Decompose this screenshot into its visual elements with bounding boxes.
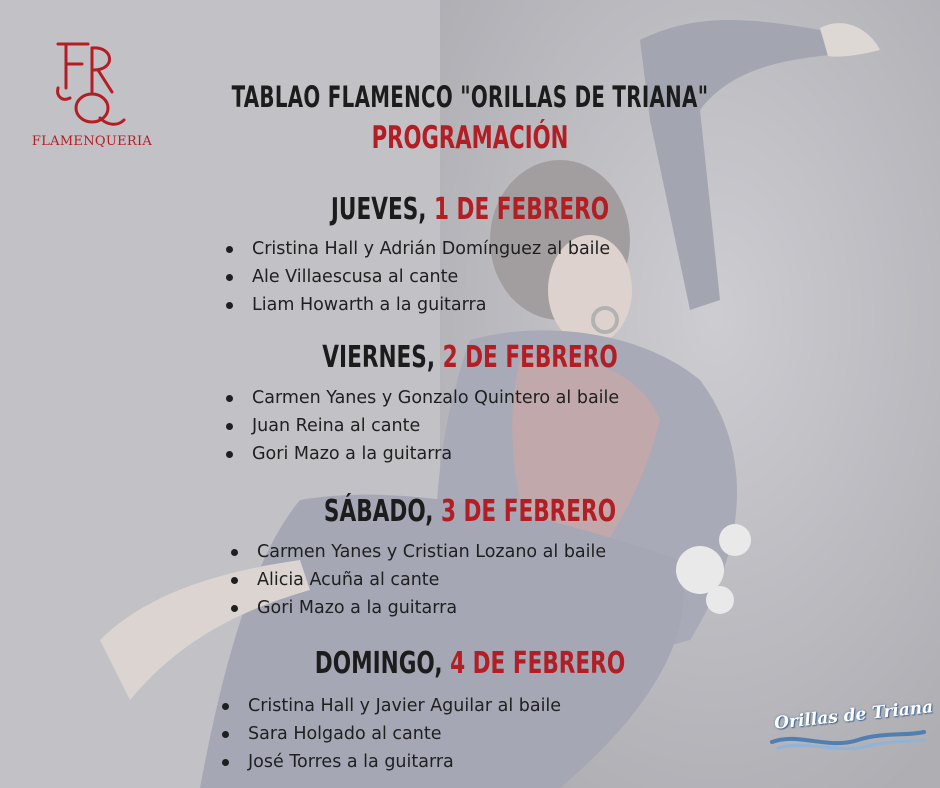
list-item bbox=[226, 412, 619, 440]
list-item bbox=[231, 538, 606, 566]
list-item bbox=[226, 263, 610, 291]
day-name: SÁBADO, bbox=[323, 494, 434, 529]
bullet-icon bbox=[226, 451, 233, 458]
bullet-icon bbox=[226, 302, 233, 309]
day-friday bbox=[180, 340, 760, 376]
day-thursday bbox=[180, 192, 760, 228]
act-text: Gori Mazo a la guitarra bbox=[257, 598, 458, 618]
list-item bbox=[222, 748, 561, 776]
list-item bbox=[231, 566, 606, 594]
brand-wordmark: Orillas de Triana bbox=[773, 697, 935, 734]
bullet-icon bbox=[226, 423, 233, 430]
flamenqueria-logo bbox=[22, 36, 162, 156]
bullet-icon bbox=[222, 759, 229, 766]
act-list-sunday bbox=[222, 692, 561, 776]
page-subtitle: PROGRAMACIÓN bbox=[371, 120, 569, 156]
bullet-icon bbox=[226, 274, 233, 281]
bullet-icon bbox=[231, 605, 238, 612]
act-list-saturday bbox=[231, 538, 606, 622]
act-text: José Torres a la guitarra bbox=[248, 752, 454, 772]
act-text: Alicia Acuña al cante bbox=[257, 570, 440, 590]
list-item bbox=[226, 291, 610, 319]
wave-icon bbox=[768, 728, 928, 754]
act-text: Liam Howarth a la guitarra bbox=[252, 295, 487, 315]
act-text: Carmen Yanes y Gonzalo Quintero al baile bbox=[252, 388, 620, 408]
list-item bbox=[226, 384, 619, 412]
day-heading bbox=[261, 646, 679, 682]
list-item bbox=[222, 720, 561, 748]
act-text: Cristina Hall y Javier Aguilar al baile bbox=[248, 696, 562, 716]
act-text: Juan Reina al cante bbox=[252, 416, 421, 436]
logo-wordmark: FLAMENQUERIA bbox=[31, 134, 153, 149]
act-list-friday bbox=[226, 384, 619, 468]
day-date: 2 DE FEBRERO bbox=[442, 340, 618, 375]
act-text: Sara Holgado al cante bbox=[248, 724, 442, 744]
act-text: Gori Mazo a la guitarra bbox=[252, 444, 453, 464]
act-text: Cristina Hall y Adrián Domínguez al baile bbox=[252, 239, 611, 259]
act-text: Carmen Yanes y Cristian Lozano al baile bbox=[257, 542, 607, 562]
page-title: TABLAO FLAMENCO "ORILLAS DE TRIANA" bbox=[231, 80, 709, 114]
act-list-thursday bbox=[226, 235, 610, 319]
list-item bbox=[226, 440, 619, 468]
bullet-icon bbox=[231, 549, 238, 556]
bullet-icon bbox=[226, 246, 233, 253]
list-item bbox=[231, 594, 606, 622]
frq-monogram-icon bbox=[52, 36, 132, 128]
day-date: 3 DE FEBRERO bbox=[440, 494, 617, 529]
bullet-icon bbox=[222, 731, 229, 738]
day-date: 4 DE FEBRERO bbox=[450, 646, 626, 681]
act-text: Ale Villaescusa al cante bbox=[252, 267, 459, 287]
bullet-icon bbox=[226, 395, 233, 402]
bullet-icon bbox=[222, 703, 229, 710]
day-heading bbox=[261, 192, 679, 228]
day-saturday bbox=[180, 494, 760, 530]
day-sunday bbox=[180, 646, 760, 682]
orillas-de-triana-logo bbox=[768, 697, 935, 760]
bullet-icon bbox=[231, 577, 238, 584]
day-date: 1 DE FEBRERO bbox=[433, 192, 610, 227]
day-name: VIERNES, bbox=[322, 340, 436, 375]
list-item bbox=[226, 235, 610, 263]
day-heading bbox=[261, 340, 679, 376]
day-heading bbox=[261, 494, 679, 530]
list-item bbox=[222, 692, 561, 720]
day-name: JUEVES, bbox=[330, 192, 427, 227]
day-name: DOMINGO, bbox=[314, 646, 443, 681]
